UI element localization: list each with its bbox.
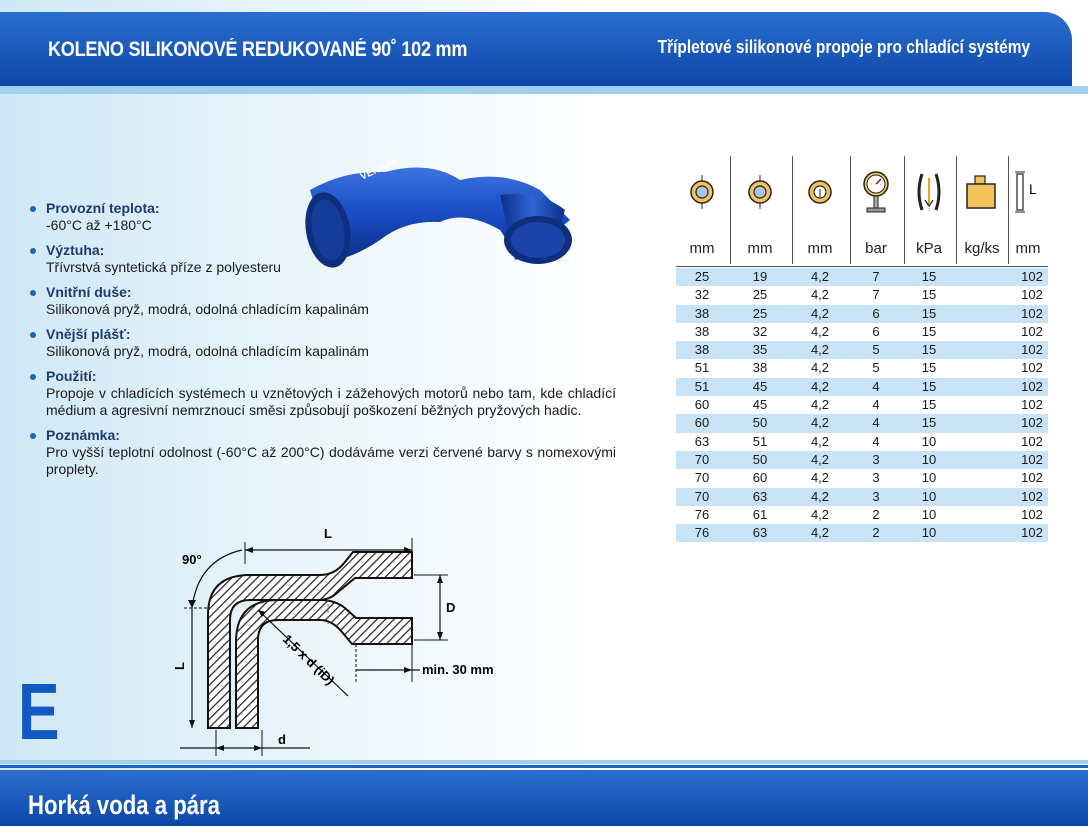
table-cell: 38: [752, 360, 768, 376]
table-cell: 35: [752, 342, 768, 358]
packaging-weight-icon: [956, 150, 1006, 234]
burst-pressure-icon: [904, 150, 954, 234]
page-subtitle: Třípletové silikonové propoje pro chladící systémy: [657, 37, 1030, 57]
table-cell: 32: [694, 287, 710, 303]
table-cell: 51: [694, 360, 710, 376]
table-cell: 19: [752, 269, 768, 284]
table-row: [676, 414, 1048, 432]
table-cell: 15: [921, 287, 937, 303]
table-cell: 102: [1021, 488, 1043, 504]
table-cell: 15: [921, 360, 937, 376]
dimension-label-inner-diameter: d: [278, 732, 286, 747]
dimension-label-angle: 90°: [182, 552, 202, 567]
spec-label: Vnější plášť:: [46, 326, 131, 342]
table-cell: 4: [872, 415, 880, 431]
spec-text: -60°C až +180°C: [46, 217, 152, 233]
table-row: [676, 433, 1048, 451]
table-row: [676, 286, 1048, 304]
table-row: [676, 469, 1048, 487]
dimension-label-min-length: min. 30 mm: [422, 662, 494, 677]
table-row: [676, 506, 1048, 524]
table-cell: 5: [872, 342, 880, 358]
table-row: [676, 341, 1048, 359]
spec-text: Propoje v chladících systémech u vznětových i zážehových motorů nebo tam, kde chladící médium a agresivní nemrznoucí směsi způsobují poškození běžných pryžových hadic.: [46, 385, 616, 418]
table-cell: 63: [752, 525, 768, 541]
bullet-icon: [30, 332, 36, 338]
table-cell: 10: [921, 433, 937, 449]
technical-drawing: [170, 520, 540, 760]
unit-weight: kg/ks: [964, 240, 1000, 257]
table-cell: 4,2: [810, 378, 830, 394]
table-cell: 63: [752, 488, 768, 504]
table-cell: 51: [694, 378, 710, 394]
table-cell: 102: [1021, 378, 1043, 394]
table-cell: 102: [1021, 397, 1043, 413]
table-row: [676, 488, 1048, 506]
table-cell: 10: [921, 525, 937, 541]
outer-diameter-icon: [676, 150, 728, 234]
table-cell: 102: [1021, 470, 1043, 486]
table-cell: 10: [921, 451, 937, 467]
unit-wall-thickness: mm: [807, 240, 833, 257]
spec-label: Vnitřní duše:: [46, 284, 132, 300]
table-cell: 4,2: [810, 488, 830, 504]
page-title: KOLENO SILIKONOVÉ REDUKOVANÉ 90˚ 102 mm: [48, 38, 468, 61]
table-cell: 70: [694, 470, 710, 486]
unit-working-pressure: bar: [865, 240, 887, 257]
table-cell: 10: [921, 488, 937, 504]
unit-length: mm: [1015, 240, 1041, 257]
table-cell: 60: [752, 470, 768, 486]
table-cell: 60: [694, 415, 710, 431]
table-cell: 15: [921, 342, 937, 358]
table-row: [676, 378, 1048, 396]
table-cell: 15: [921, 397, 937, 413]
bullet-icon: [30, 374, 36, 380]
dimension-label-length-top: L: [324, 526, 332, 541]
table-cell: 61: [752, 506, 768, 522]
table-cell: 4,2: [810, 269, 830, 284]
spec-text: Pro vyšší teplotní odolnost (-60°C až 200°C) dodáváme verzi červené barvy s nomexovými proplety.: [46, 444, 616, 477]
table-cell: 25: [752, 287, 768, 303]
spec-label: Výztuha:: [46, 242, 105, 258]
table-cell: 4,2: [810, 360, 830, 376]
table-row: [676, 451, 1048, 469]
table-cell: 10: [921, 470, 937, 486]
table-cell: 4,2: [810, 342, 830, 358]
spec-label: Provozní teplota:: [46, 200, 160, 216]
table-body: [676, 268, 1048, 542]
table-cell: 3: [872, 470, 880, 486]
spec-item-note: [30, 427, 616, 478]
table-cell: 76: [694, 525, 710, 541]
table-row: [676, 323, 1048, 341]
table-cell: 38: [694, 342, 710, 358]
table-cell: 4,2: [810, 525, 830, 541]
table-cell: 70: [694, 488, 710, 504]
inner-diameter-icon: [730, 150, 790, 234]
table-cell: 45: [752, 378, 768, 394]
spec-item-reinforcement: [30, 242, 616, 276]
table-cell: 15: [921, 378, 937, 394]
table-cell: 102: [1021, 415, 1043, 431]
table-cell: 4,2: [810, 287, 830, 303]
wall-thickness-icon: [792, 150, 848, 234]
pressure-gauge-icon: [850, 150, 902, 234]
table-cell: 4,2: [810, 451, 830, 467]
table-cell: 38: [694, 305, 710, 321]
table-cell: 15: [921, 305, 937, 321]
table-cell: 3: [872, 451, 880, 467]
table-cell: 7: [872, 269, 880, 284]
table-cell: 6: [872, 305, 880, 321]
dimension-label-bend-radius: 1,5 x d (iD): [279, 631, 338, 688]
spec-label: Poznámka:: [46, 427, 120, 443]
table-cell: 102: [1021, 323, 1043, 339]
table-cell: 102: [1021, 433, 1043, 449]
section-letter: E: [18, 667, 60, 756]
table-cell: 4,2: [810, 305, 830, 321]
spec-item-outer-cover: [30, 326, 616, 360]
spec-label: Použití:: [46, 368, 97, 384]
length-icon-letter: L: [1029, 181, 1037, 197]
table-cell: 4: [872, 397, 880, 413]
table-cell: 45: [752, 397, 768, 413]
table-cell: 4,2: [810, 470, 830, 486]
table-row: [676, 524, 1048, 542]
table-cell: 102: [1021, 305, 1043, 321]
table-cell: 50: [752, 451, 768, 467]
table-row: [676, 305, 1048, 323]
table-cell: 70: [694, 451, 710, 467]
table-units-row: [676, 240, 1048, 264]
table-cell: 15: [921, 323, 937, 339]
table-cell: 50: [752, 415, 768, 431]
unit-vacuum: kPa: [916, 240, 942, 257]
table-cell: 76: [694, 506, 710, 522]
header-accent-strip: [0, 86, 1088, 94]
table-cell: 4,2: [810, 506, 830, 522]
table-cell: 10: [921, 506, 937, 522]
table-cell: 32: [752, 323, 768, 339]
table-cell: 4,2: [810, 323, 830, 339]
bullet-icon: [30, 248, 36, 254]
bullet-icon: [30, 290, 36, 296]
table-cell: 102: [1021, 269, 1043, 284]
table-cell: 63: [694, 433, 710, 449]
footer-accent-line: [0, 760, 1088, 764]
spec-text: Třívrstvá syntetická příze z polyesteru: [46, 259, 281, 275]
table-cell: 4,2: [810, 397, 830, 413]
table-cell: 4,2: [810, 433, 830, 449]
table-cell: 5: [872, 360, 880, 376]
table-cell: 102: [1021, 360, 1043, 376]
table-cell: 51: [752, 433, 768, 449]
unit-inner-diameter: mm: [747, 240, 773, 257]
table-cell: 60: [694, 397, 710, 413]
footer-title: Horká voda a pára: [28, 790, 220, 820]
table-cell: 25: [694, 269, 710, 284]
spec-item-inner-tube: [30, 284, 616, 318]
spec-text: Silikonová pryž, modrá, odolná chladícím kapalinám: [46, 343, 369, 359]
table-cell: 102: [1021, 451, 1043, 467]
unit-outer-diameter: mm: [689, 240, 715, 257]
bullet-icon: [30, 433, 36, 439]
table-cell: 4: [872, 378, 880, 394]
footer-accent-line: [0, 765, 1088, 768]
table-cell: 102: [1021, 506, 1043, 522]
table-cell: 102: [1021, 342, 1043, 358]
table-cell: 15: [921, 269, 937, 284]
table-cell: 7: [872, 287, 880, 303]
table-icon-header: [676, 150, 1048, 234]
table-header-rule: [676, 266, 1048, 267]
table-cell: 25: [752, 305, 768, 321]
table-row: [676, 359, 1048, 377]
dimension-label-length-side: L: [172, 662, 187, 670]
table-cell: 38: [694, 323, 710, 339]
table-cell: 4: [872, 433, 880, 449]
spec-item-usage: [30, 368, 616, 419]
table-cell: 6: [872, 323, 880, 339]
product-brand-text: VENAIR: [358, 156, 398, 183]
table-cell: 15: [921, 415, 937, 431]
specification-list: [30, 200, 616, 486]
spec-item-operating-temperature: [30, 200, 616, 234]
table-cell: 2: [872, 506, 880, 522]
table-cell: 4,2: [810, 415, 830, 431]
dimension-label-outer-diameter: D: [446, 600, 456, 615]
spec-text: Silikonová pryž, modrá, odolná chladícím kapalinám: [46, 301, 369, 317]
table-row: [676, 396, 1048, 414]
length-icon: [1008, 150, 1048, 234]
table-cell: 102: [1021, 525, 1043, 541]
table-cell: 2: [872, 525, 880, 541]
table-cell: 3: [872, 488, 880, 504]
table-row: [676, 268, 1048, 286]
table-cell: 102: [1021, 287, 1043, 303]
bullet-icon: [30, 206, 36, 212]
